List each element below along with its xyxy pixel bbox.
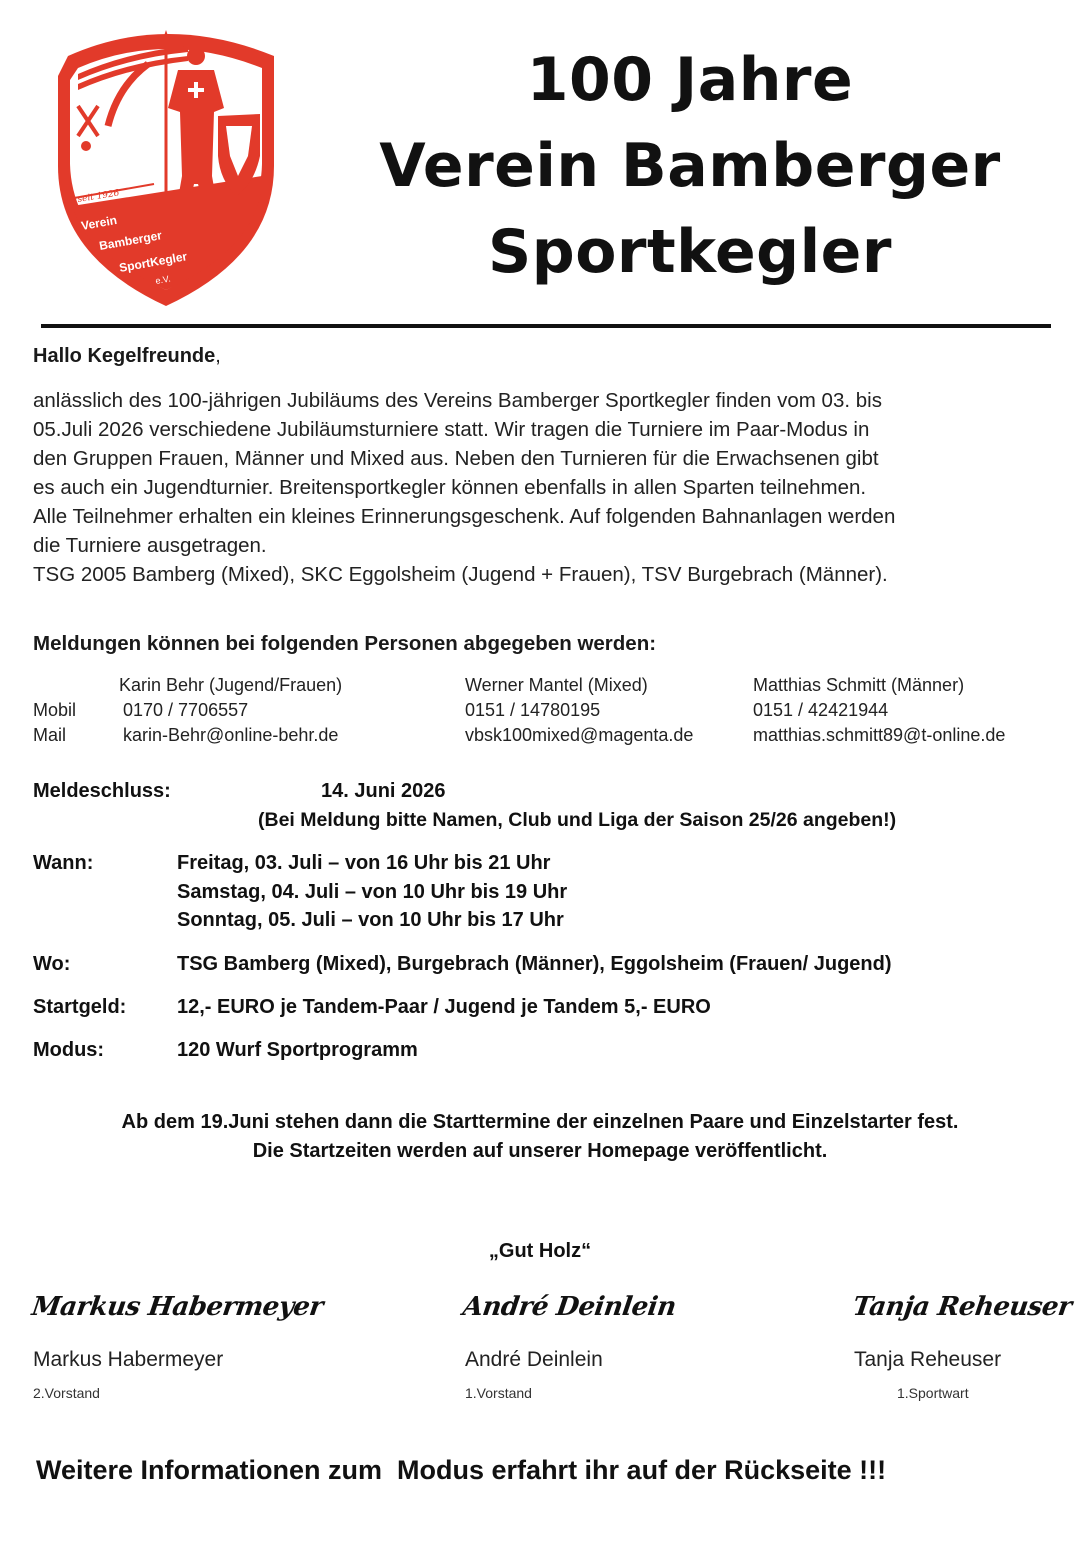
contact-mobil: 0151 / 14780195 — [465, 700, 601, 720]
signature-handwriting: André Deinlein — [460, 1292, 678, 1322]
logo-text-verein: Verein — [80, 212, 119, 233]
wann-line: Freitag, 03. Juli – von 16 Uhr bis 21 Uhr — [177, 852, 551, 874]
intro-paragraph — [33, 386, 1053, 589]
contact-name: Karin Behr (Jugend/Frauen) — [119, 675, 343, 695]
intro-line: die Turniere ausgetragen. — [33, 534, 267, 557]
modus-value: 120 Wurf Sportprogramm — [177, 1039, 418, 1061]
title-line-2: Verein Bamberger — [379, 131, 1001, 201]
meldeschluss-value: 14. Juni 2026 — [321, 780, 446, 802]
intro-line: TSG 2005 Bamberg (Mixed), SKC Eggolsheim (Jugend + Frauen), TSV Burgebrach (Männer). — [33, 563, 888, 586]
signatory-name: Tanja Reheuser — [854, 1348, 1002, 1371]
logo-text-sportkegler: SportKegler — [118, 249, 189, 275]
wo-value: TSG Bamberg (Mixed), Burgebrach (Männer), Eggolsheim (Frauen/ Jugend) — [177, 953, 892, 975]
wann-line: Sonntag, 05. Juli – von 10 Uhr bis 17 Uhr — [177, 909, 564, 931]
contact-mobil: 0170 / 7706557 — [123, 700, 249, 720]
logo-text-bamberger: Bamberger — [98, 228, 163, 253]
mobil-label: Mobil — [33, 700, 77, 720]
meldeschluss-note: (Bei Meldung bitte Namen, Club und Liga der Saison 25/26 angeben!) — [258, 809, 897, 831]
club-logo — [48, 16, 284, 308]
greeting-text: Hallo Kegelfreunde — [33, 345, 216, 367]
notice-line-2: Die Startzeiten werden auf unserer Homepage veröffentlicht. — [252, 1140, 828, 1162]
wann-label: Wann: — [33, 852, 94, 874]
contact-mail[interactable]: vbsk100mixed@magenta.de — [465, 725, 694, 745]
mail-label: Mail — [33, 725, 67, 745]
startgeld-value: 12,- EURO je Tandem-Paar / Jugend je Tandem 5,- EURO — [177, 996, 711, 1018]
header-divider — [41, 324, 1051, 328]
title-line-1: 100 Jahre — [526, 45, 854, 115]
intro-line: anlässlich des 100-jährigen Jubiläums des Vereins Bamberger Sportkegler finden vom 03. bis — [33, 389, 882, 412]
contact-mail[interactable]: matthias.schmitt89@t-online.de — [753, 725, 1006, 745]
signature-handwriting: Tanja Reheuser — [850, 1292, 1074, 1322]
meldeschluss-label: Meldeschluss: — [33, 780, 171, 802]
signatory-name: André Deinlein — [465, 1348, 603, 1371]
signatory-name: Markus Habermeyer — [33, 1348, 224, 1371]
contact-mail[interactable]: karin-Behr@online-behr.de — [123, 725, 339, 745]
title-line-3: Sportkegler — [488, 217, 892, 287]
startgeld-label: Startgeld: — [33, 996, 127, 1018]
logo-year-text: seit 1926 — [76, 188, 121, 205]
club-crest-knight-icon — [58, 30, 274, 306]
contact-name: Werner Mantel (Mixed) — [465, 675, 648, 695]
notice-line-1: Ab dem 19.Juni stehen dann die Starttermine der einzelnen Paare und Einzelstarter fest. — [121, 1111, 959, 1133]
intro-line: den Gruppen Frauen, Männer und Mixed aus. Neben den Turnieren für die Erwachsenen gibt — [33, 447, 879, 470]
wo-label: Wo: — [33, 953, 71, 975]
signatory-role: 1.Vorstand — [465, 1385, 532, 1401]
intro-line: es auch ein Jugendturnier. Breitensportkegler können ebenfalls in allen Sparten teilnehmen. — [33, 476, 867, 499]
contact-mobil: 0151 / 42421944 — [753, 700, 889, 720]
contacts-heading: Meldungen können bei folgenden Personen abgegeben werden: — [33, 632, 657, 655]
footer-note: Weitere Informationen zum Modus erfahrt ihr auf der Rückseite !!! — [36, 1455, 887, 1485]
wann-line: Samstag, 04. Juli – von 10 Uhr bis 19 Uhr — [177, 881, 568, 903]
modus-label: Modus: — [33, 1039, 105, 1061]
signatory-role: 1.Sportwart — [897, 1385, 969, 1401]
greeting — [33, 345, 221, 368]
signature-handwriting: Markus Habermeyer — [29, 1292, 325, 1322]
intro-line: Alle Teilnehmer erhalten ein kleines Erinnerungsgeschenk. Auf folgenden Bahnanlagen werden — [33, 505, 896, 528]
logo-text-ev: e.V. — [154, 273, 172, 286]
contact-name: Matthias Schmitt (Männer) — [753, 675, 965, 695]
intro-line: 05.Juli 2026 verschiedene Jubiläumsturniere statt. Wir tragen die Turniere im Paar-Modus in — [33, 418, 870, 441]
signatory-role: 2.Vorstand — [33, 1385, 100, 1401]
greeting-comma: , — [215, 345, 221, 367]
closing-greeting: „Gut Holz“ — [488, 1240, 592, 1262]
